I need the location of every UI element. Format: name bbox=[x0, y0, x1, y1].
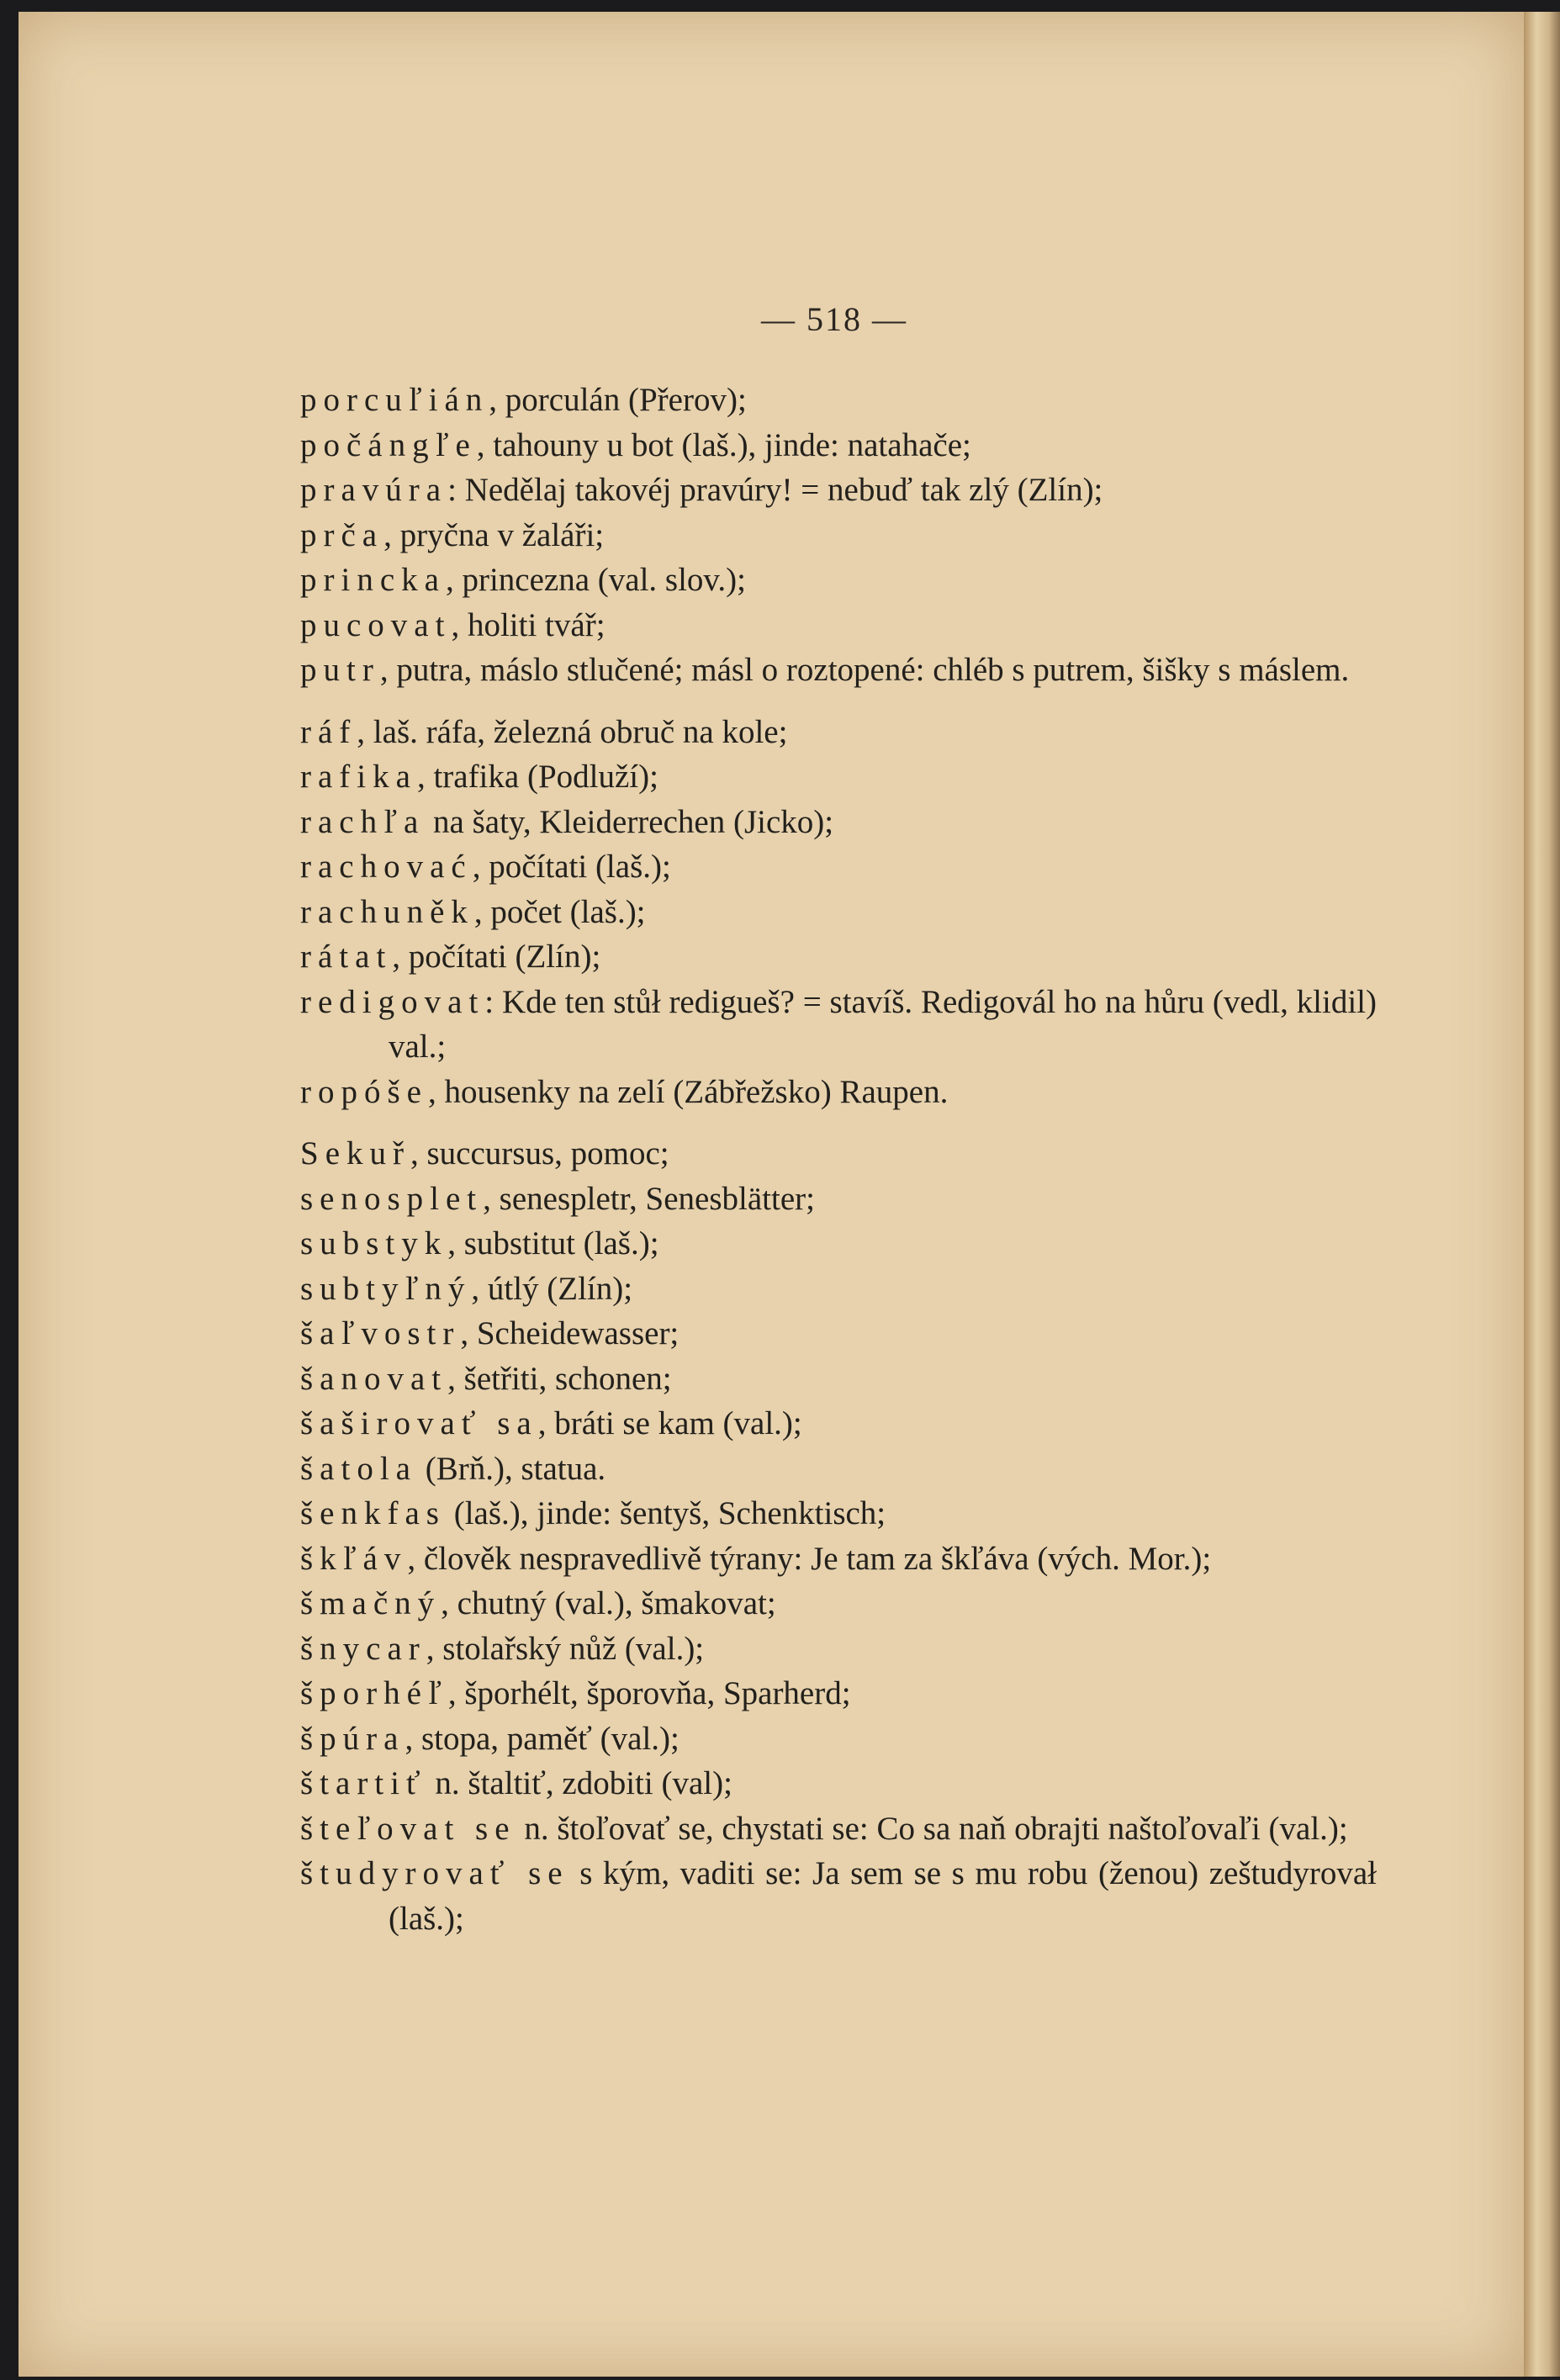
dictionary-entry bbox=[300, 1177, 1377, 1222]
entry-headword: Sekuř bbox=[300, 1135, 410, 1171]
entry-headword: štartiť bbox=[300, 1765, 427, 1801]
entry-definition: , člověk nespravedlivě týrany: Je tam za škľáva (vých. Mor.); bbox=[407, 1540, 1212, 1577]
dictionary-entry bbox=[300, 558, 1377, 603]
entry-definition: n. štaltiť, zdobiti (val); bbox=[426, 1765, 732, 1801]
entry-definition: : Nedělaj takovéj pravúry! = nebuď tak zlý (Zlín); bbox=[447, 472, 1103, 508]
entry-headword: šteľovat se bbox=[300, 1810, 516, 1847]
entry-definition: , Scheidewasser; bbox=[460, 1315, 680, 1351]
entry-definition: , putra, máslo stlučené; másl o roztopené: chléb s putrem, šišky s máslem. bbox=[379, 652, 1350, 688]
entry-definition: n. štoľovať se, chystati se: Co sa naň obrajti naštoľovaľi (val.); bbox=[516, 1810, 1348, 1847]
entry-headword: prča bbox=[300, 516, 384, 553]
entry-definition: , substitut (laš.); bbox=[447, 1225, 659, 1261]
dictionary-entry bbox=[300, 648, 1377, 693]
dictionary-entry bbox=[300, 468, 1377, 513]
dictionary-entry bbox=[300, 1671, 1377, 1716]
entry-definition: (laš.), jinde: šentyš, Schenktisch; bbox=[445, 1495, 886, 1531]
entry-definition: , succursus, pomoc; bbox=[410, 1135, 669, 1171]
entry-headword: substyk bbox=[300, 1225, 448, 1261]
entry-headword: rachľa bbox=[300, 803, 426, 840]
dictionary-entry bbox=[300, 1357, 1377, 1402]
dictionary-entry bbox=[300, 378, 1377, 423]
entry-headword: ropóše bbox=[300, 1073, 428, 1110]
entry-headword: šaširovať sa bbox=[300, 1405, 538, 1441]
entry-definition: , útlý (Zlín); bbox=[471, 1270, 633, 1307]
dictionary-entry bbox=[300, 1221, 1377, 1267]
entry-definition: , senespletr, Senesblätter; bbox=[483, 1180, 815, 1217]
entry-definition: , pryčna v žaláři; bbox=[383, 516, 605, 553]
entry-definition: , stopa, paměť (val.); bbox=[405, 1720, 680, 1757]
dictionary-entry bbox=[300, 1761, 1377, 1806]
entry-definition: , housenky na zelí (Zábřežsko) Raupen. bbox=[427, 1073, 949, 1110]
entry-definition: , počítati (Zlín); bbox=[392, 939, 601, 975]
dictionary-entry bbox=[300, 980, 1377, 1070]
dictionary-entry bbox=[300, 800, 1377, 845]
dictionary-entry bbox=[300, 1401, 1377, 1447]
entry-headword: rachuněk bbox=[300, 893, 474, 930]
entry-definition: , holiti tvář; bbox=[451, 606, 605, 643]
entry-headword: putr bbox=[300, 652, 380, 688]
dictionary-text bbox=[300, 378, 1377, 1941]
entry-definition: , chutný (val.), šmakovat; bbox=[441, 1585, 776, 1621]
entry-headword: pucovat bbox=[300, 606, 452, 643]
dictionary-entry bbox=[300, 1131, 1377, 1177]
dictionary-entry bbox=[300, 1447, 1377, 1492]
book-page bbox=[19, 12, 1524, 2377]
entry-definition: , počet (laš.); bbox=[473, 893, 646, 930]
entry-headword: špúra bbox=[300, 1720, 405, 1757]
entry-definition: , šetřiti, schonen; bbox=[447, 1360, 672, 1397]
entry-definition: , princezna (val. slov.); bbox=[445, 562, 746, 598]
dictionary-entry bbox=[300, 934, 1377, 980]
entry-headword: redigovat bbox=[300, 983, 485, 1020]
entry-definition: , počítati (laš.); bbox=[472, 849, 671, 885]
dictionary-entry bbox=[300, 1491, 1377, 1536]
dictionary-entry bbox=[300, 1536, 1377, 1582]
dictionary-entry bbox=[300, 754, 1377, 800]
dictionary-entry bbox=[300, 1806, 1377, 1852]
dictionary-entry bbox=[300, 1851, 1377, 1941]
entry-headword: šnycar bbox=[300, 1630, 426, 1667]
entry-headword: porcuľián bbox=[300, 382, 489, 418]
entry-headword: šmačný bbox=[300, 1585, 442, 1621]
entry-headword: princka bbox=[300, 562, 446, 598]
entry-definition: : Kde ten stůł redigueš? = stavíš. Redigovál ho na hůru (vedl, klidil) val.; bbox=[389, 983, 1377, 1065]
entry-headword: počángľe bbox=[300, 426, 477, 463]
entry-definition: s kým, vaditi se: Ja sem se s mu robu (ženou) zeštudyrovał (laš.); bbox=[389, 1855, 1377, 1937]
dictionary-entry bbox=[300, 513, 1377, 558]
entry-headword: rafika bbox=[300, 759, 417, 795]
entry-headword: senosplet bbox=[300, 1180, 484, 1217]
entry-headword: ráf bbox=[300, 713, 357, 750]
entry-definition: , stolařský nůž (val.); bbox=[426, 1630, 705, 1667]
entry-headword: subtyľný bbox=[300, 1270, 472, 1307]
entry-definition: (Brň.), statua. bbox=[416, 1450, 606, 1487]
dictionary-entry bbox=[300, 423, 1377, 468]
dictionary-entry bbox=[300, 890, 1377, 935]
entry-headword: šanovat bbox=[300, 1360, 448, 1397]
dictionary-entry bbox=[300, 1716, 1377, 1762]
entry-headword: šatola bbox=[300, 1450, 417, 1487]
entry-headword: šenkfas bbox=[300, 1495, 446, 1531]
entry-definition: , trafika (Podluží); bbox=[416, 759, 658, 795]
dictionary-entry bbox=[300, 710, 1377, 755]
entry-headword: šaľvostr bbox=[300, 1315, 461, 1351]
dictionary-entry bbox=[300, 603, 1377, 648]
entry-definition: , bráti se kam (val.); bbox=[537, 1405, 802, 1441]
entry-headword: študyrovať se bbox=[300, 1855, 569, 1891]
dictionary-entry bbox=[300, 1267, 1377, 1312]
entry-headword: rátat bbox=[300, 939, 393, 975]
entry-headword: šporhéľ bbox=[300, 1675, 448, 1711]
dictionary-entry bbox=[300, 1581, 1377, 1626]
entry-definition: , šporhélt, šporovňa, Sparherd; bbox=[447, 1675, 851, 1711]
entry-headword: škľáv bbox=[300, 1540, 408, 1577]
dictionary-entry bbox=[300, 1626, 1377, 1672]
entry-headword: pravúra bbox=[300, 472, 448, 508]
entry-definition: , laš. ráfa, železná obruč na kole; bbox=[357, 713, 788, 750]
page-edge bbox=[1524, 12, 1560, 2377]
dictionary-entry bbox=[300, 1311, 1377, 1357]
page-number: — 518 — bbox=[761, 300, 907, 338]
entry-definition: , tahouny u bot (laš.), jinde: natahače; bbox=[476, 426, 971, 463]
dictionary-entry bbox=[300, 844, 1377, 890]
dictionary-entry bbox=[300, 1070, 1377, 1115]
entry-headword: rachovać bbox=[300, 849, 473, 885]
entry-definition: na šaty, Kleiderrechen (Jicko); bbox=[425, 803, 834, 840]
entry-definition: , porculán (Přerov); bbox=[489, 382, 747, 418]
